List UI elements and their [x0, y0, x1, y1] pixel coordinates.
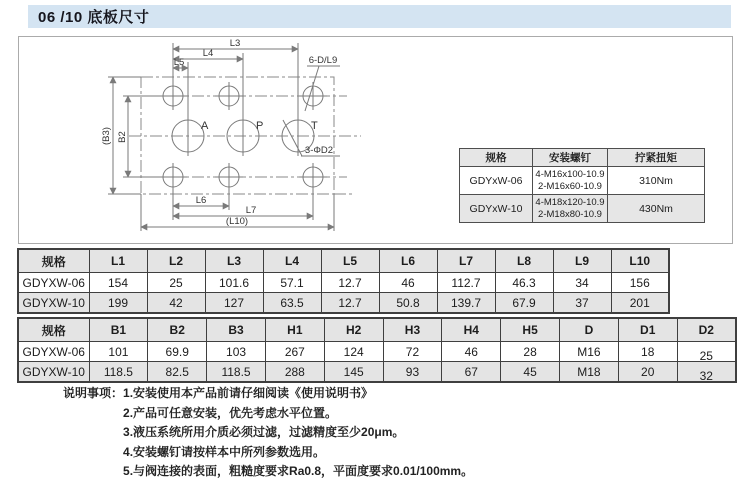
- table-header-cell: H4: [442, 318, 501, 342]
- table-cell: 18: [618, 342, 677, 362]
- table-cell: 82.5: [148, 362, 207, 383]
- table-header-row: [18, 318, 736, 342]
- mounting-holes-bottom: [159, 163, 327, 191]
- table-cell: 50.8: [379, 293, 437, 314]
- table-cell: 57.1: [263, 273, 321, 293]
- table-cell: 139.7: [437, 293, 495, 314]
- table-header-row: [460, 149, 705, 167]
- note-item: 4.安装螺钉请按样本中所列参数选用。: [123, 444, 326, 459]
- table-cell: 46.3: [495, 273, 553, 293]
- l-dimension-table: [17, 248, 670, 314]
- spec-cell: GDYXW-06: [18, 273, 89, 293]
- b-dimension-table: [17, 317, 737, 383]
- table-header-cell: L1: [89, 249, 147, 273]
- dimension-label-b2: B2: [117, 131, 128, 143]
- table-cell: 101.6: [205, 273, 263, 293]
- table-cell: 37: [553, 293, 611, 314]
- table-row: [18, 342, 736, 362]
- table-row: [460, 167, 705, 195]
- table-cell: 154: [89, 273, 147, 293]
- table-cell: 267: [265, 342, 324, 362]
- table-header-cell: D1: [618, 318, 677, 342]
- table-header-cell: H3: [383, 318, 442, 342]
- table-header-row: [18, 249, 669, 273]
- table-header-cell: L6: [379, 249, 437, 273]
- table-cell: 118.5: [207, 362, 266, 383]
- port-label-p: P: [256, 120, 264, 132]
- table-header-cell: L9: [553, 249, 611, 273]
- table-header-cell: H5: [501, 318, 560, 342]
- table-header-cell: L2: [147, 249, 205, 273]
- port-label-a: A: [201, 120, 209, 132]
- table-cell: 32: [677, 362, 736, 383]
- screws-cell: 4-M18x120-10.9 2-M18x80-10.9: [533, 195, 608, 223]
- table-cell: 156: [611, 273, 669, 293]
- spec-cell: GDYXW-06: [18, 342, 89, 362]
- dimension-label-l3: L3: [229, 38, 241, 49]
- table-cell: 34: [553, 273, 611, 293]
- note-item: 5.与阀连接的表面，粗糙度要求Ra0.8，平面度要求0.01/100mm。: [123, 464, 474, 478]
- table-header-cell: 安装螺钉: [533, 149, 608, 167]
- table-cell: 93: [383, 362, 442, 383]
- spec-cell: GDYxW-10: [460, 195, 533, 223]
- table-header-cell: L4: [263, 249, 321, 273]
- table-cell: M16: [560, 342, 619, 362]
- table-cell: 199: [89, 293, 147, 314]
- table-row: [18, 273, 669, 293]
- table-cell: 67.9: [495, 293, 553, 314]
- dimension-label-l10: (L10): [225, 216, 249, 227]
- table-header-cell: B3: [207, 318, 266, 342]
- notes-list: [123, 384, 473, 482]
- table-header-cell: L5: [321, 249, 379, 273]
- table-header-cell: L7: [437, 249, 495, 273]
- port-label-t: T: [311, 120, 318, 132]
- table-header-cell: L10: [611, 249, 669, 273]
- base-plate-drawing: [55, 37, 455, 243]
- spec-cell: GDYxW-06: [460, 167, 533, 195]
- table-header-cell: 拧紧扭矩: [608, 149, 705, 167]
- table-row: [18, 293, 669, 314]
- torque-cell: 310Nm: [608, 167, 705, 195]
- note-item: 1.安装使用本产品前请仔细阅读《使用说明书》: [123, 386, 374, 400]
- table-header-cell: D: [560, 318, 619, 342]
- notes-label: 说明事项：: [63, 386, 124, 400]
- table-header-cell: 规格: [18, 249, 89, 273]
- note-item: 3.液压系统所用介质必须过滤，过滤精度至少20μm。: [123, 425, 405, 439]
- table-cell: 127: [205, 293, 263, 314]
- table-cell: 145: [324, 362, 383, 383]
- torque-cell: 430Nm: [608, 195, 705, 223]
- table-cell: 63.5: [263, 293, 321, 314]
- table-cell: 124: [324, 342, 383, 362]
- spec-cell: GDYXW-10: [18, 293, 89, 314]
- table-header-cell: D2: [677, 318, 736, 342]
- table-header-cell: B1: [89, 318, 148, 342]
- dimension-label-l6: L6: [195, 195, 207, 206]
- table-header-cell: L3: [205, 249, 263, 273]
- table-cell: 28: [501, 342, 560, 362]
- spec-cell: GDYXW-10: [18, 362, 89, 383]
- table-cell: 46: [379, 273, 437, 293]
- torque-table: [459, 148, 705, 223]
- note-item: 2.产品可任意安装，优先考虑水平位置。: [123, 405, 338, 420]
- notes-section: [63, 384, 473, 482]
- drawing-panel: [18, 36, 733, 244]
- table-row: [460, 195, 705, 223]
- table-cell: 112.7: [437, 273, 495, 293]
- dimension-label-l5: L5: [173, 57, 185, 68]
- table-cell: 12.7: [321, 293, 379, 314]
- table-cell: 288: [265, 362, 324, 383]
- table-cell: 46: [442, 342, 501, 362]
- table-cell: M18: [560, 362, 619, 383]
- table-cell: 103: [207, 342, 266, 362]
- section-title-bar: [28, 5, 731, 28]
- table-cell: 201: [611, 293, 669, 314]
- dimension-label-mid-holes: 3-ΦD2: [304, 145, 334, 156]
- dimension-label-l7: L7: [245, 205, 257, 216]
- screws-cell: 4-M16x100-10.9 2-M16x60-10.9: [533, 167, 608, 195]
- table-header-cell: H1: [265, 318, 324, 342]
- leader-lines: [283, 66, 340, 156]
- table-cell: 72: [383, 342, 442, 362]
- table-cell: 118.5: [89, 362, 148, 383]
- table-cell: 20: [618, 362, 677, 383]
- table-cell: 42: [147, 293, 205, 314]
- dimension-lines: [113, 49, 334, 227]
- table-cell: 67: [442, 362, 501, 383]
- table-header-cell: B2: [148, 318, 207, 342]
- dimension-label-b3: (B3): [101, 127, 112, 145]
- table-cell: 69.9: [148, 342, 207, 362]
- page-title: 06 /10 底板尺寸: [38, 9, 150, 26]
- table-cell: 25: [147, 273, 205, 293]
- table-cell: 12.7: [321, 273, 379, 293]
- table-header-cell: 规格: [18, 318, 89, 342]
- table-cell: 25: [677, 342, 736, 362]
- extension-lines: [108, 43, 334, 231]
- dimension-label-top-holes: 6-D/L9: [308, 55, 338, 66]
- table-cell: 45: [501, 362, 560, 383]
- table-header-cell: H2: [324, 318, 383, 342]
- dimension-label-l4: L4: [202, 48, 214, 59]
- table-header-cell: 规格: [460, 149, 533, 167]
- table-header-cell: L8: [495, 249, 553, 273]
- table-cell: 101: [89, 342, 148, 362]
- table-row: [18, 362, 736, 383]
